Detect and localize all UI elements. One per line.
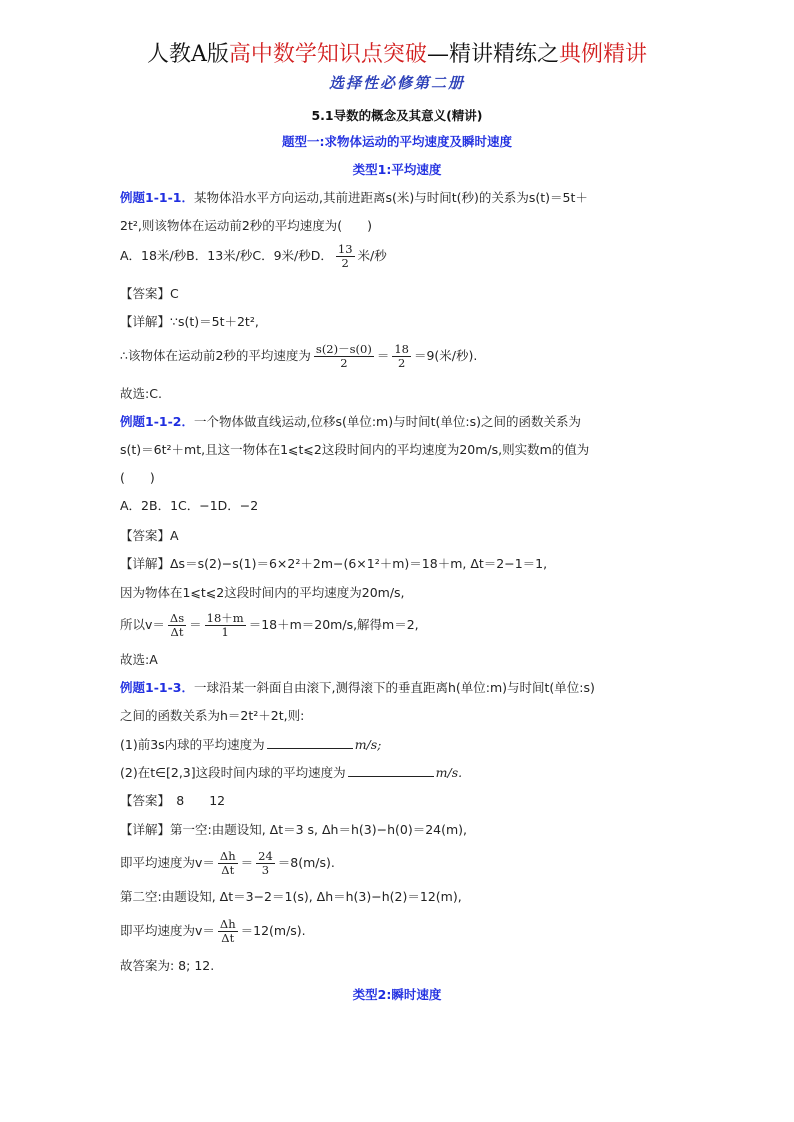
type2-heading: 类型2:瞬时速度 (352, 987, 442, 1002)
ex1-detail2-post: ＝9(米/秒). (413, 348, 478, 363)
ex1-detail1: 【详解】∵s(t)＝5t＋2t², (120, 314, 259, 329)
ex1-label: 例题1-1-1． (120, 190, 194, 205)
ex2-detail3-den: Δt (170, 625, 184, 639)
ex1-detail2 (120, 343, 680, 370)
ex3-detail4-post: ＝12(m/s). (240, 923, 306, 938)
header-series: —精讲精练之 (426, 42, 559, 67)
ex2-detail2: 因为物体在1⩽t⩽2这段时间内的平均速度为20m/s, (120, 585, 405, 600)
ex2-label: 例题1-1-2． (120, 414, 194, 429)
ex3-q1-pre: (1)前3s内球的平均速度为 (120, 737, 265, 752)
ex2-detail3 (120, 612, 680, 639)
ex2-stem-line1 (120, 413, 680, 431)
ex1-options-text: A．18米/秒B．13米/秒C．9米/秒D． (120, 248, 333, 263)
ex1-stem-line1 (120, 189, 680, 207)
ex3-detail3: 第二空:由题设知, Δt＝3−2＝1(s), Δh＝h(3)−h(2)＝12(m), (120, 889, 462, 904)
ex3-detail2-eq: ＝ (240, 855, 254, 870)
header-subtitle: 选择性必修第二册 (328, 74, 465, 92)
ex1-opt-d-unit: 米/秒 (357, 248, 387, 263)
ex2-detail3-post: ＝18＋m＝20m/s,解得m＝2, (248, 617, 419, 632)
ex1-detail2-eq: ＝ (376, 348, 390, 363)
ex1-stem-a: 某物体沿水平方向运动,其前进距离s(米)与时间t(秒)的关系为s(t)＝5t＋ (193, 190, 588, 205)
ex3-detail1: 【详解】第一空:由题设知, Δt＝3 s, Δh＝h(3)−h(0)＝24(m), (120, 822, 468, 837)
ex2-detail3-eq: ＝ (189, 617, 202, 632)
ex2-detail3-pre: 所以v＝ (120, 617, 165, 632)
ex3-detail2-post: ＝8(m/s). (277, 855, 335, 870)
header-example: 典例精讲 (558, 42, 647, 67)
ex3-detail4-num: Δh (219, 917, 236, 931)
ex1-option-d-fraction (336, 243, 355, 270)
ex1-detail2-den2: 2 (397, 356, 406, 370)
ex1-detail2-fraction (314, 343, 374, 370)
ex1-detail2-num: s(2)－s(0) (315, 342, 372, 356)
ex3-detail2-num2: 24 (258, 849, 273, 863)
ex3-detail2-fraction (218, 850, 238, 877)
ex1-choose: 故选:C. (120, 386, 162, 401)
ex1-opt-d-num: 13 (337, 242, 353, 256)
ex2-detail3-num: Δs (169, 611, 185, 625)
ex3-q2-pre: (2)在t∈[2,3]这段时间内球的平均速度为 (120, 765, 346, 780)
header-edition: 人教A版 (147, 42, 229, 67)
ex1-opt-d-den: 2 (341, 256, 349, 270)
section-title: 5.1导数的概念及其意义(精讲) (311, 108, 483, 123)
ex3-q2-post: m/s. (435, 765, 463, 780)
ex1-stem-b: 2t²,则该物体在运动前2秒的平均速度为( ) (120, 218, 373, 233)
ex1-answer: 【答案】C (120, 286, 179, 301)
ex3-detail4-den: Δt (221, 931, 235, 945)
ex3-detail2-pre: 即平均速度为v＝ (120, 855, 215, 870)
ex2-options: A．2B．1C．−1D．−2 (120, 498, 259, 513)
ex3-detail2 (120, 850, 680, 877)
ex2-detail1: 【详解】Δs＝s(2)−s(1)＝6×2²＋2m−(6×1²＋m)＝18＋m, Δt＝2−1＝1, (120, 556, 548, 571)
ex2-stem-b: s(t)＝6t²＋mt,且这一物体在1⩽t⩽2这段时间内的平均速度为20m/s,则实数m的值为 (120, 442, 590, 457)
ex3-detail2-num: Δh (219, 849, 236, 863)
ex3-detail4-fraction (218, 918, 238, 945)
ex3-q1-post: m/s; (354, 737, 382, 752)
ex1-options (120, 243, 680, 270)
ex2-stem-c: ( ) (120, 470, 155, 485)
ex2-answer: 【答案】A (120, 528, 179, 543)
header-topic: 高中数学知识点突破 (228, 42, 427, 67)
ex1-detail2-pre: ∴该物体在运动前2秒的平均速度为 (120, 348, 311, 363)
ex2-choose: 故选:A (120, 652, 158, 667)
ex1-detail2-num2: 18 (394, 342, 409, 356)
ex2-detail3-fraction2 (205, 612, 246, 639)
ex2-detail3-num2: 18＋m (206, 611, 244, 625)
ex3-detail4-pre: 即平均速度为v＝ (120, 923, 215, 938)
ex2-detail3-den2: 1 (221, 625, 229, 639)
ex3-stem-b: 之间的函数关系为h＝2t²＋2t,则: (120, 708, 305, 723)
topic-heading: 题型一:求物体运动的平均速度及瞬时速度 (282, 134, 512, 149)
ex3-label: 例题1-1-3． (120, 680, 194, 695)
ex3-detail4 (120, 918, 680, 945)
ex3-final: 故答案为: 8; 12. (120, 958, 215, 973)
ex3-stem-line1 (120, 679, 680, 697)
ex3-detail2-den: Δt (221, 863, 235, 877)
ex3-answer: 【答案】 8 12 (120, 793, 226, 808)
ex3-detail2-fraction2 (256, 850, 275, 877)
ex3-q2-blank (348, 764, 434, 777)
ex3-detail2-den2: 3 (261, 863, 270, 877)
ex3-q1-blank (267, 736, 353, 749)
ex1-detail2-fraction2 (392, 343, 411, 370)
type1-heading: 类型1:平均速度 (352, 162, 442, 177)
ex3-stem-a: 一球沿某一斜面自由滚下,测得滚下的垂直距离h(单位:m)与时间t(单位:s) (193, 680, 595, 695)
ex3-question1 (120, 736, 680, 754)
ex2-stem-a: 一个物体做直线运动,位移s(单位:m)与时间t(单位:s)之间的函数关系为 (193, 414, 581, 429)
ex2-detail3-fraction (168, 612, 186, 639)
ex3-question2 (120, 764, 680, 782)
ex1-detail2-den: 2 (340, 356, 348, 370)
document-header (0, 40, 794, 70)
